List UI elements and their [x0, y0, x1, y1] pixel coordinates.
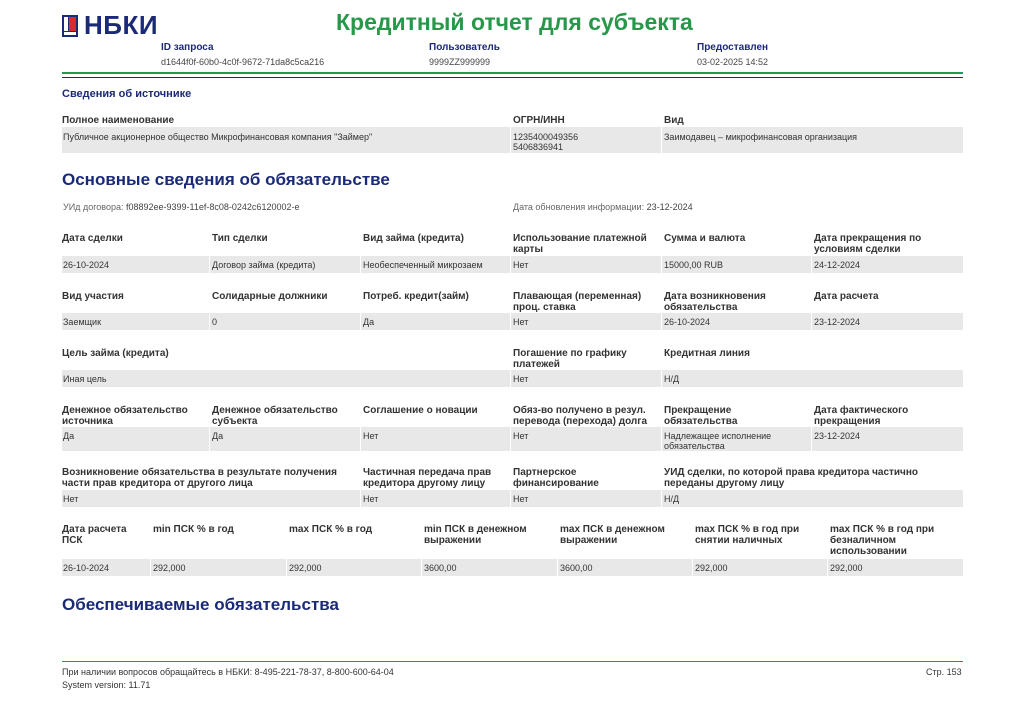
request-id-label: ID запроса: [161, 42, 214, 53]
field-transferred-deal-uid-label: УИД сделки, по которой права кредитора частично переданы другому лицу: [664, 467, 919, 489]
secured-heading: Обеспечиваемые обязательства: [62, 595, 339, 614]
field-joint-debtors-value: 0: [212, 317, 218, 327]
contract-uid-value: f08892ee-9399-11ef-8c08-0242c6120002-e: [126, 202, 300, 212]
row2-sep-2: [360, 313, 361, 330]
field-deal-type-label: Тип сделки: [212, 233, 268, 244]
field-psk-date-label: Дата расчета ПСК: [62, 524, 127, 546]
footer-version: System version: 11.71: [62, 680, 151, 690]
field-consumer-loan-label: Потреб. кредит(займ): [363, 291, 469, 302]
field-psk-max-pct-value: 292,000: [289, 563, 322, 573]
row1-sep-5: [811, 256, 812, 273]
row1-sep-3: [510, 256, 511, 273]
nbki-logo: [62, 10, 158, 41]
row6-sep-1: [150, 559, 151, 576]
field-deal-date-value: 26-10-2024: [63, 260, 110, 270]
field-psk-min-money-value: 3600,00: [424, 563, 457, 573]
page-number: Стр. 153: [926, 667, 962, 677]
field-scheduled-repayment-label: Погашение по графику платежей: [513, 348, 627, 370]
field-joint-debtors-label: Солидарные должники: [212, 291, 328, 302]
user-label: Пользователь: [429, 42, 500, 53]
row5-sep-1: [360, 490, 361, 507]
field-partial-rights-transfer-label: Частичная передача прав кредитора другому лицу: [363, 467, 492, 489]
field-deal-date-label: Дата сделки: [62, 233, 123, 244]
field-calc-date-label: Дата расчета: [814, 291, 879, 302]
logo-text: НБКИ: [84, 10, 159, 40]
field-transferred-deal-uid-value: Н/Д: [664, 494, 680, 504]
source-col-full-name: Полное наименование: [62, 115, 175, 126]
source-sep-1: [510, 127, 511, 153]
field-floating-rate-label: Плавающая (переменная) проц. ставка: [513, 291, 642, 313]
row2-sep-1: [209, 313, 210, 330]
row4-sep-5: [811, 427, 812, 451]
field-source-obligation-label: Денежное обязательство источника: [62, 405, 188, 427]
field-deal-type-value: Договор займа (кредита): [212, 260, 316, 270]
field-novation-label: Соглашение о новации: [363, 405, 478, 416]
field-origination-date-value: 26-10-2024: [664, 317, 711, 327]
row3-sep-1: [510, 370, 511, 387]
field-amount-label: Сумма и валюта: [664, 233, 746, 244]
field-floating-rate-value: Нет: [513, 317, 529, 327]
page-title: Кредитный отчет для субъекта: [336, 9, 693, 35]
field-credit-line-label: Кредитная линия: [664, 348, 750, 359]
field-psk-min-money-label: min ПСК в денежном выражении: [424, 524, 527, 546]
field-subject-obligation-label: Денежное обязательство субъекта: [212, 405, 338, 427]
row3-sep-2: [661, 370, 662, 387]
field-calc-date-value: 23-12-2024: [814, 317, 861, 327]
field-psk-noncash-label: max ПСК % в год при безналичном использовании: [830, 524, 935, 557]
field-subject-obligation-value: Да: [212, 431, 224, 441]
field-consumer-loan-value: Да: [363, 317, 375, 327]
source-heading: Сведения об источнике: [62, 88, 192, 100]
row5-sep-2: [510, 490, 511, 507]
field-end-date-terms-label: Дата прекращения по условиям сделки: [814, 233, 922, 255]
row4-sep-2: [360, 427, 361, 451]
field-debt-transfer-label: Обяз-во получено в резул. перевода (перехода) долга: [513, 405, 648, 427]
update-date: [513, 202, 693, 212]
field-rights-acquired-value: Нет: [63, 494, 79, 504]
source-col-kind: Вид: [664, 115, 684, 126]
field-termination-label: Прекращение обязательства: [664, 405, 738, 427]
field-partner-financing-value: Нет: [513, 494, 529, 504]
field-partial-rights-transfer-value: Нет: [363, 494, 379, 504]
row1-sep-2: [360, 256, 361, 273]
field-psk-min-pct-label: min ПСК % в год: [153, 524, 234, 535]
header-rule-blue: [62, 77, 963, 78]
update-date-label: Дата обновления информации:: [513, 202, 645, 212]
row6-sep-5: [692, 559, 693, 576]
field-novation-value: Нет: [363, 431, 379, 441]
row1-sep-4: [661, 256, 662, 273]
provided-value: 03-02-2025 14:52: [697, 57, 769, 67]
field-psk-date-value: 26-10-2024: [63, 563, 110, 573]
row6-sep-4: [557, 559, 558, 576]
row6-sep-3: [421, 559, 422, 576]
row6-sep-2: [286, 559, 287, 576]
field-termination-value: Надлежащее исполнение обязательства: [664, 431, 772, 451]
obligation-heading: Основные сведения об обязательстве: [62, 170, 390, 189]
field-end-date-terms-value: 24-12-2024: [814, 260, 861, 270]
source-kind: Заимодавец – микрофинансовая организация: [664, 132, 858, 142]
provided-label: Предоставлен: [697, 42, 769, 53]
field-participation-value: Заемщик: [63, 317, 102, 327]
row2-sep-3: [510, 313, 511, 330]
row2-sep-5: [811, 313, 812, 330]
footer-rule: [62, 661, 963, 662]
field-scheduled-repayment-value: Нет: [513, 374, 529, 384]
logo-mark-icon: [62, 15, 78, 37]
field-psk-max-money-value: 3600,00: [560, 563, 593, 573]
field-loan-kind-label: Вид займа (кредита): [363, 233, 464, 244]
field-actual-end-date-label: Дата фактического прекращения: [814, 405, 909, 427]
source-inn: 5406836941: [513, 142, 564, 152]
source-full-name: Публичное акционерное общество Микрофинансовая компания "Займер": [63, 132, 373, 142]
field-credit-line-value: Н/Д: [664, 374, 680, 384]
update-date-value: 23-12-2024: [646, 202, 693, 212]
row4-sep-4: [661, 427, 662, 451]
field-actual-end-date-value: 23-12-2024: [814, 431, 861, 441]
row4-sep-3: [510, 427, 511, 451]
field-loan-kind-value: Необеспеченный микрозаем: [363, 260, 483, 270]
field-rights-acquired-label: Возникновение обязательства в результате получения части прав кредитора от другого лица: [62, 467, 337, 489]
field-amount-value: 15000,00 RUB: [664, 260, 724, 270]
row4-sep-1: [209, 427, 210, 451]
field-psk-max-pct-label: max ПСК % в год: [289, 524, 373, 535]
user-value: 9999ZZ999999: [429, 57, 491, 67]
field-psk-noncash-value: 292,000: [830, 563, 863, 573]
source-col-ogrn: ОГРН/ИНН: [513, 115, 565, 126]
request-id-value: d1644f0f-60b0-4c0f-9672-71da8c5ca216: [161, 57, 325, 67]
header-rule-green: [62, 72, 963, 74]
field-purpose-label: Цель займа (кредита): [62, 348, 169, 359]
field-source-obligation-value: Да: [63, 431, 75, 441]
field-psk-max-money-label: max ПСК в денежном выражении: [560, 524, 665, 546]
source-ogrn: 1235400049356: [513, 132, 579, 142]
field-origination-date-label: Дата возникновения обязательства: [664, 291, 766, 313]
contract-uid: [63, 202, 299, 212]
field-card-use-label: Использование платежной карты: [513, 233, 647, 255]
footer-contact: При наличии вопросов обращайтесь в НБКИ: 8-495-221-78-37, 8-800-600-64-04: [62, 667, 394, 677]
row6-sep-6: [827, 559, 828, 576]
row5-sep-3: [661, 490, 662, 507]
field-debt-transfer-value: Нет: [513, 431, 529, 441]
field-psk-cash-value: 292,000: [695, 563, 728, 573]
contract-uid-label: УИд договора:: [63, 202, 124, 212]
field-participation-label: Вид участия: [62, 291, 124, 302]
source-sep-2: [661, 127, 662, 153]
row2-sep-4: [661, 313, 662, 330]
field-psk-min-pct-value: 292,000: [153, 563, 186, 573]
field-psk-cash-label: max ПСК % в год при снятии наличных: [695, 524, 800, 546]
field-partner-financing-label: Партнерское финансирование: [513, 467, 599, 489]
row1-sep-1: [209, 256, 210, 273]
field-card-use-value: Нет: [513, 260, 529, 270]
field-purpose-value: Иная цель: [63, 374, 107, 384]
